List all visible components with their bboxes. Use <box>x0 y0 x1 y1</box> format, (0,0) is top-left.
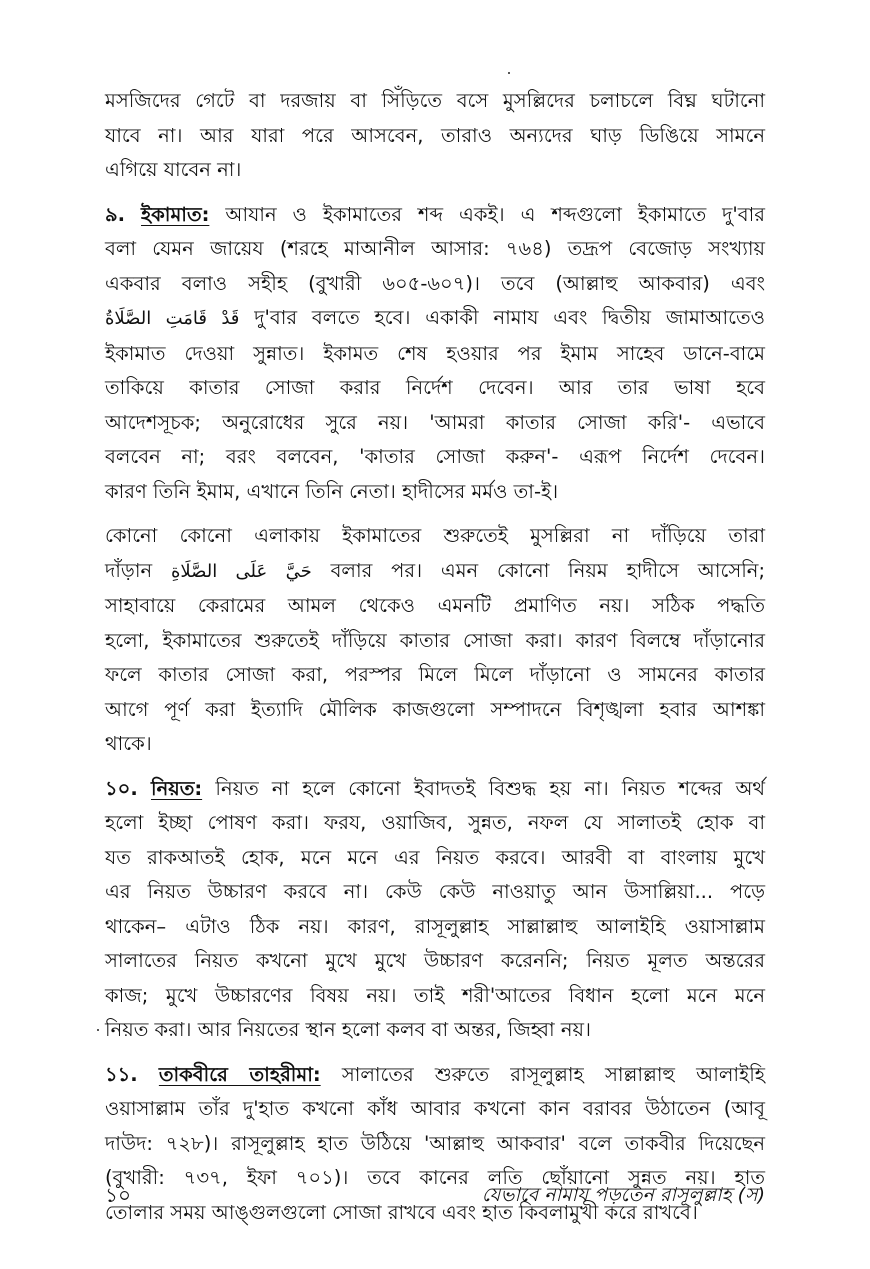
section-heading: তাকবীরে তাহরীমা: <box>158 1062 321 1086</box>
text-line <box>105 1058 765 1093</box>
text-line: ইকামাত দেওয়া সুন্নাত। ইকামত শেষ হওয়ার পর ইমাম সাহেব ডানে-বামে <box>105 341 765 365</box>
text-line: হলো, ইকামাতের শুরুতেই দাঁড়িয়ে কাতার সোজা করা। কারণ বিলম্বে দাঁড়ানোর <box>105 628 765 652</box>
arabic-phrase: قَدْ قَامَتِ الصَّلَاةُ <box>105 308 240 329</box>
text-line: কোনো কোনো এলাকায় ইকামাতের শুরুতেই মুসল্লিরা না দাঁড়িয়ে তারা <box>105 524 765 547</box>
text-run: বলার পর। এমন কোনো নিয়ম হাদীসে আসেনি; <box>330 558 766 582</box>
text-line <box>105 772 765 807</box>
text-line: আগে পূর্ণ করা ইত্যাদি মৌলিক কাজগুলো সম্পাদনে বিশৃঙ্খলা হবার আশঙ্কা <box>105 697 765 721</box>
text-line: তাকিয়ে কাতার সোজা করার নির্দেশ দেবেন। আর তার ভাষা হবে <box>105 376 765 399</box>
text-line: তোলার সময় আঙ্গুলগুলো সোজা রাখবে এবং হাত কিবলামুখী করে রাখবে। <box>105 1200 698 1224</box>
text-line <box>105 301 765 337</box>
arabic-phrase: حَيَّ عَلَى الصَّلَاةِ <box>170 560 312 582</box>
paragraph-intro <box>105 84 765 188</box>
text-line: কারণ তিনি ইমাম, এখানে তিনি নেতা। হাদীসের মর্মও তা-ই। <box>105 479 559 503</box>
text-line: ফলে কাতার সোজা করা, পরস্পর মিলে মিলে দাঁড়ানো ও সামনের কাতার <box>105 663 765 686</box>
text-line: দাউদ: ৭২৮)। রাসূলুল্লাহ হাত উঠিয়ে 'আল্লাহু আকবার' বলে তাকবীর দিয়েছেন <box>105 1131 765 1155</box>
text-line <box>105 554 765 590</box>
text-line: সালাতের নিয়ত কখনো মুখে মুখে উচ্চারণ করেননি; নিয়ত মূলত অন্তরের <box>105 949 765 972</box>
text-line: এগিয়ে যাবেন না। <box>105 158 242 181</box>
text-run: সালাতের শুরুতে রাসূলুল্লাহ সাল্লাল্লাহু আলাইহি <box>341 1062 766 1086</box>
text-line: হলো ইচ্ছা পোষণ করা। ফরয, ওয়াজিব, সুন্নত, নফল যে সালাতই হোক বা <box>105 811 765 834</box>
section-number: ১১. <box>105 1062 138 1086</box>
text-line: সাহাবায়ে কেরামের আমল থেকেও এমনটি প্রমাণিত নয়। সঠিক পদ্ধতি <box>105 594 765 617</box>
text-line: বলা যেমন জায়েয (শরহে মাআনীল আসার: ৭৬৪) তদ্রূপ বেজোড় সংখ্যায় <box>105 237 765 260</box>
text-line <box>105 198 765 233</box>
text-line: ওয়াসাল্লাম তাঁর দু'হাত কখনো কাঁধ আবার কখনো কান বরাবর উঠাতেন (আবূ <box>105 1097 765 1120</box>
section-number: ৯. <box>105 202 126 226</box>
text-line: বলবেন না; বরং বলবেন, 'কাতার সোজা করুন'- এরূপ নির্দেশ দেবেন। <box>105 445 765 468</box>
section-iqamat <box>105 198 765 510</box>
text-line: একবার বলাও সহীহ (বুখারী ৬০৫-৬০৭)। তবে (আল্লাহু আকবার) এবং <box>105 271 765 295</box>
text-run: নিয়ত না হলে কোনো ইবাদতই বিশুদ্ধ হয় না। নিয়ত শব্দের অর্থ <box>215 776 766 800</box>
text-line: (বুখারী: ৭৩৭, ইফা ৭০১)। তবে কানের লতি ছোঁয়ানো সুন্নত নয়। হাত <box>105 1166 765 1189</box>
scan-speck <box>508 72 510 74</box>
text-line: যত রাকআতই হোক, মনে মনে এর নিয়ত করবে। আরবী বা বাংলায় মুখে <box>105 845 765 869</box>
paragraph-standing <box>105 519 765 762</box>
text-run: আযান ও ইকামাতের শব্দ একই। এ শব্দগুলো ইকামাতে দু'বার <box>225 202 766 226</box>
page-number: ১০ <box>105 1183 131 1207</box>
text-line: যাবে না। আর যারা পরে আসবেন, তারাও অন্যদের ঘাড় ডিঙিয়ে সামনে <box>105 123 765 147</box>
text-line: কাজ; মুখে উচ্চারণের বিষয় নয়। তাই শরী'আতের বিধান হলো মনে মনে <box>105 983 765 1007</box>
text-line: এর নিয়ত উচ্চারণ করবে না। কেউ কেউ নাওয়াতু আন উসাল্লিয়া... পড়ে <box>105 880 765 903</box>
text-line: থাকে। <box>105 732 152 755</box>
section-niyat <box>105 772 765 1048</box>
running-title: যেভাবে নামায পড়তেন রাসূলুল্লাহ (স) <box>481 1184 765 1206</box>
section-heading: ইকামাত: <box>141 202 210 226</box>
page-body <box>105 84 765 1240</box>
scan-speck <box>97 1029 99 1031</box>
text-line: আদেশসূচক; অনুরোধের সুরে নয়। 'আমরা কাতার সোজা করি'- এভাবে <box>105 410 765 434</box>
section-heading: নিয়ত: <box>150 776 203 800</box>
text-line: মসজিদের গেটে বা দরজায় বা সিঁড়িতে বসে মুসল্লিদের চলাচলে বিঘ্ন ঘটানো <box>105 89 765 112</box>
text-run: দু'বার বলতে হবে। একাকী নামায এবং দ্বিতীয় জামাআতেও <box>254 306 765 329</box>
text-line: নিয়ত করা। আর নিয়তের স্থান হলো কলব বা অন্তর, জিহ্বা নয়। <box>105 1018 591 1041</box>
text-run: দাঁড়ান <box>105 558 153 582</box>
page-footer <box>105 1181 765 1221</box>
section-number: ১০. <box>105 776 138 800</box>
text-line: থাকেন– এটাও ঠিক নয়। কারণ, রাসূলুল্লাহ সাল্লাল্লাহু আলাইহি ওয়াসাল্লাম <box>105 914 765 938</box>
